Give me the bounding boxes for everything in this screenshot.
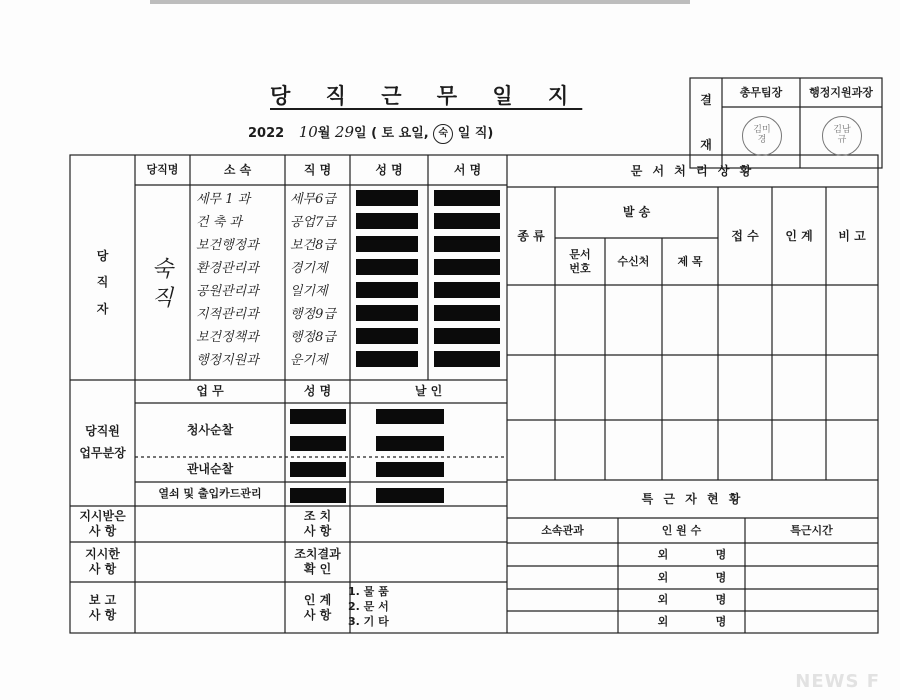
redacted-name bbox=[290, 409, 346, 424]
report-label: 보 고 사 항 bbox=[88, 592, 117, 622]
special-row-1-unit-a: 외 bbox=[657, 547, 669, 561]
approval-seal-1: 김미 경 bbox=[742, 116, 782, 156]
staff-row-3-dept: 보건행정과 bbox=[196, 238, 259, 253]
date-month: 10 bbox=[298, 123, 318, 141]
redacted-seal bbox=[376, 462, 444, 477]
task-district-patrol: 관내순찰 bbox=[186, 462, 234, 476]
redacted-signature bbox=[434, 328, 500, 344]
date-year: 2022 bbox=[248, 126, 285, 141]
doc-dispatch-label: 발 송 bbox=[622, 205, 651, 219]
approval-seal-2: 김남 규 bbox=[822, 116, 862, 156]
special-row-3-unit-a: 외 bbox=[657, 593, 669, 607]
special-row-4-unit-a: 외 bbox=[657, 615, 669, 629]
redacted-name bbox=[290, 488, 346, 503]
handover-item-other: 3. 기 타 bbox=[348, 615, 389, 628]
redacted-signature bbox=[434, 236, 500, 252]
doc-remarks-label: 비 고 bbox=[838, 228, 866, 243]
watermark: NEWS F bbox=[795, 671, 880, 692]
redacted-name bbox=[356, 259, 418, 275]
duty-staff-section-label: 당 직 자 bbox=[96, 248, 109, 316]
redacted-name bbox=[356, 213, 418, 229]
duty-name-value: 숙 직 bbox=[151, 257, 174, 311]
staff-row-8-dept: 행정지원과 bbox=[196, 353, 259, 368]
action-result-label: 조치결과 확 인 bbox=[294, 547, 341, 576]
date-weekday: ( 토 요일, bbox=[371, 126, 429, 141]
redacted-name bbox=[356, 305, 418, 321]
doc-receipt-label: 접 수 bbox=[731, 228, 759, 243]
header-task: 업 무 bbox=[196, 384, 224, 398]
staff-row-5-position: 일기제 bbox=[290, 284, 328, 299]
redacted-seal bbox=[376, 409, 444, 424]
handover-item-documents: 2. 문 서 bbox=[348, 600, 389, 613]
special-header-count: 인 원 수 bbox=[661, 523, 702, 537]
doc-processing-title: 문 서 처 리 상 황 bbox=[630, 163, 755, 178]
staff-row-8-position: 운기제 bbox=[290, 353, 328, 368]
redacted-signature bbox=[434, 190, 500, 206]
approval-label-top: 결 bbox=[700, 93, 712, 107]
staff-row-6-position: 행정9급 bbox=[290, 307, 336, 322]
redacted-name bbox=[356, 236, 418, 252]
task-key-card-management: 열쇠 및 출입카드관리 bbox=[158, 487, 262, 501]
received-instructions-label: 지시받은 사 항 bbox=[79, 509, 126, 538]
special-row-4-unit-b: 명 bbox=[715, 615, 727, 629]
special-header-time: 특근시간 bbox=[790, 523, 833, 537]
approval-col-director: 행정지원과장 bbox=[809, 85, 873, 99]
staff-row-2-position: 공업7급 bbox=[290, 215, 336, 230]
handover-list bbox=[348, 584, 389, 629]
header-department: 소 속 bbox=[223, 162, 252, 177]
redacted-seal bbox=[376, 488, 444, 503]
redacted-name bbox=[356, 282, 418, 298]
duty-tasks-section-label: 당직원 업무분장 bbox=[79, 424, 126, 460]
staff-row-4-dept: 환경관리과 bbox=[196, 261, 259, 276]
approval-label-bottom: 재 bbox=[700, 138, 712, 152]
handover-item-goods: 1. 물 품 bbox=[348, 585, 389, 598]
redacted-signature bbox=[434, 351, 500, 367]
redacted-name bbox=[356, 328, 418, 344]
doc-type-label: 종 류 bbox=[517, 228, 545, 243]
special-row-2-unit-b: 명 bbox=[715, 570, 727, 584]
staff-row-2-dept: 건 축 과 bbox=[196, 215, 242, 230]
page-title: 당 직 근 무 일 지 bbox=[270, 84, 583, 108]
staff-row-1-position: 세무6급 bbox=[290, 192, 336, 207]
staff-row-4-position: 경기제 bbox=[290, 261, 328, 276]
duty-type-circle: 숙 bbox=[433, 124, 453, 144]
staff-row-1-dept: 세무 1 과 bbox=[196, 192, 251, 207]
handover-items-label: 인 계 사 항 bbox=[303, 592, 332, 622]
approval-col-manager: 총무팀장 bbox=[739, 85, 783, 99]
special-row-3-unit-b: 명 bbox=[715, 593, 727, 607]
redacted-name bbox=[290, 436, 346, 451]
given-instructions-label: 지시한 사 항 bbox=[85, 547, 120, 576]
doc-subject-label: 제 목 bbox=[677, 254, 703, 268]
redacted-name bbox=[356, 190, 418, 206]
redacted-signature bbox=[434, 213, 500, 229]
header-signature: 서 명 bbox=[453, 162, 482, 177]
staff-row-5-dept: 공원관리과 bbox=[196, 284, 259, 299]
duty-type-suffix: 일 직) bbox=[457, 126, 494, 141]
month-unit: 월 bbox=[317, 126, 331, 141]
special-row-2-unit-a: 외 bbox=[657, 570, 669, 584]
doc-recipient-label: 수신처 bbox=[617, 254, 650, 268]
redacted-name bbox=[356, 351, 418, 367]
header-duty-name: 당직명 bbox=[146, 163, 179, 177]
redacted-name bbox=[290, 462, 346, 477]
date-day: 29 bbox=[334, 123, 354, 141]
header-task-name: 성 명 bbox=[303, 384, 332, 398]
task-building-patrol: 청사순찰 bbox=[186, 422, 234, 437]
redacted-seal bbox=[376, 436, 444, 451]
staff-row-7-position: 행정8급 bbox=[290, 330, 336, 345]
staff-row-6-dept: 지적관리과 bbox=[196, 307, 259, 322]
redacted-signature bbox=[434, 282, 500, 298]
redacted-signature bbox=[434, 259, 500, 275]
action-label: 조 치 사 항 bbox=[303, 509, 332, 538]
staff-row-3-position: 보건8급 bbox=[290, 238, 336, 253]
doc-handover-label: 인 계 bbox=[785, 228, 813, 243]
special-header-unit: 소속관과 bbox=[541, 523, 584, 537]
header-position: 직 명 bbox=[303, 162, 332, 177]
day-unit: 일 bbox=[354, 126, 367, 141]
staff-row-7-dept: 보건정책과 bbox=[196, 330, 259, 345]
redacted-signature bbox=[434, 305, 500, 321]
special-duty-title: 특 근 자 현 황 bbox=[641, 491, 744, 506]
doc-number-label: 문서 번호 bbox=[569, 247, 591, 275]
special-row-1-unit-b: 명 bbox=[715, 547, 727, 561]
header-name: 성 명 bbox=[375, 162, 403, 177]
header-seal: 날 인 bbox=[414, 384, 443, 398]
